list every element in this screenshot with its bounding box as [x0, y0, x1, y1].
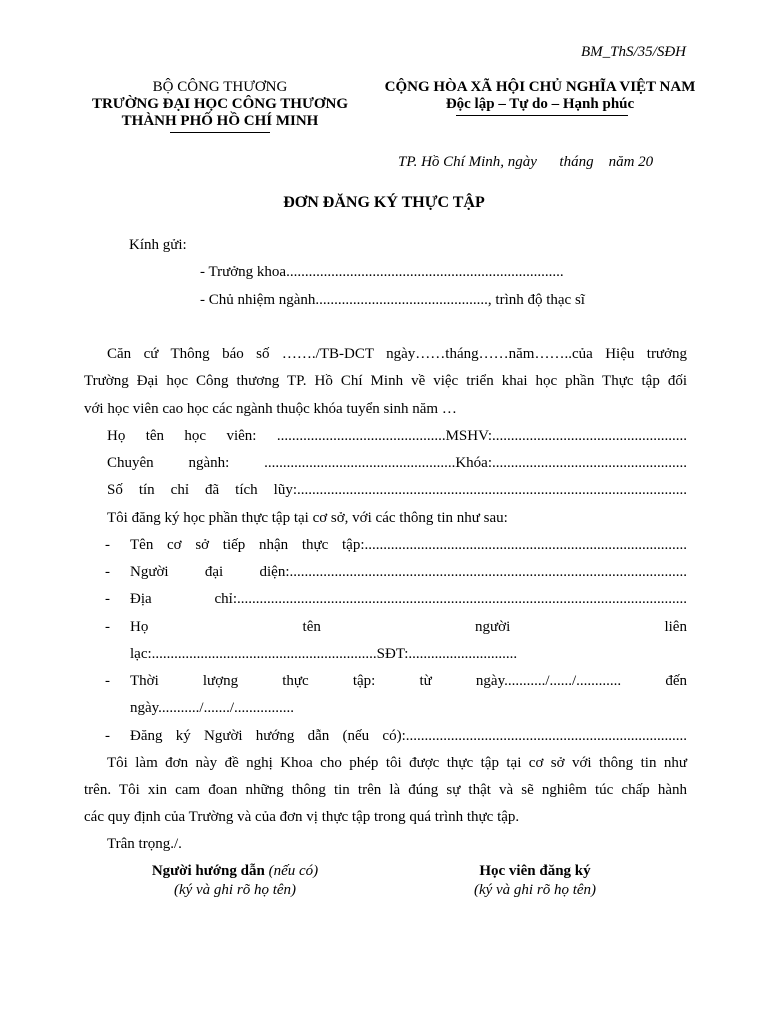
bullet-dash: -: [105, 564, 110, 580]
supervisor-signature-note: (ký và ghi rõ họ tên): [173, 882, 297, 898]
duration-word: đến: [665, 673, 687, 689]
closing-line-3: các quy định của Trường và của đơn vị thực tập trong quá trình thực tập.: [84, 809, 520, 825]
student-signature-title: Học viên đăng ký: [479, 863, 591, 879]
contact-name-line: [130, 619, 687, 636]
student-signature-note: (ký và ghi rõ họ tên): [473, 882, 597, 898]
contact-word: người: [475, 619, 511, 635]
bullet-dash: -: [105, 619, 110, 635]
recipient-dean: - Trưởng khoa..........................................................................: [200, 264, 564, 280]
supervisor-title: Người hướng dẫn: [151, 863, 265, 879]
start-date-field[interactable]: ngày.........../....../............: [475, 673, 622, 689]
salutation: Kính gửi:: [129, 237, 187, 253]
duration-word: thực: [282, 673, 309, 689]
contact-word: Họ: [130, 619, 149, 635]
supervisor-signature-title: [110, 863, 360, 880]
duration-word: tập:: [352, 673, 376, 689]
bullet-dash: -: [105, 728, 110, 744]
header-left-underline: [170, 132, 270, 133]
university-name-line1: TRƯỜNG ĐẠI HỌC CÔNG THƯƠNG: [91, 96, 349, 112]
credits-field[interactable]: Số tín chỉ đã tích lũy:........................................................................................................: [107, 482, 687, 498]
intro-line-1: Căn cứ Thông báo số ……./TB-DCT ngày……tháng……năm……..của Hiệu trưởng: [107, 346, 687, 362]
form-code: BM_ThS/35/SĐH: [581, 44, 686, 60]
end-date-field[interactable]: ngày.........../......./................: [130, 700, 295, 716]
major-field[interactable]: Chuyên ngành: ...................................................Khóa:....................................................: [107, 455, 687, 471]
intro-line-3: với học viên cao học các ngành thuộc khóa tuyển sinh năm …: [84, 401, 457, 417]
bullet-dash: -: [105, 537, 110, 553]
duration-word: lượng: [202, 673, 239, 689]
university-name-line2: THÀNH PHỐ HỒ CHÍ MINH: [121, 113, 319, 129]
regards: Trân trọng./.: [107, 836, 182, 852]
closing-line-2: trên. Tôi xin cam đoan những thông tin trên là đúng sự thật và sẽ nghiêm túc chấp hành: [84, 782, 687, 798]
contact-word: tên: [302, 619, 321, 635]
closing-line-1: Tôi làm đơn này đề nghị Khoa cho phép tôi được thực tập tại cơ sở với thông tin như: [107, 755, 687, 771]
motto-underline: [456, 115, 628, 116]
register-statement: Tôi đăng ký học phần thực tập tại cơ sở, với các thông tin như sau:: [107, 510, 508, 526]
host-organization-field[interactable]: Tên cơ sở tiếp nhận thực tập:......................................................................................: [130, 537, 687, 553]
bullet-dash: -: [105, 673, 110, 689]
student-name-field[interactable]: Họ tên học viên: .............................................MSHV:....................................................: [107, 428, 687, 444]
form-title: ĐƠN ĐĂNG KÝ THỰC TẬP: [283, 194, 485, 211]
duration-word: Thời: [130, 673, 159, 689]
contact-phone-field[interactable]: lạc:............................................................SĐT:.............................: [130, 646, 518, 662]
bullet-dash: -: [105, 591, 110, 607]
duration-line: [130, 673, 687, 690]
ministry-name: BỘ CÔNG THƯƠNG: [152, 79, 288, 95]
contact-word: liên: [664, 619, 687, 635]
supervisor-optional: (nếu có): [268, 863, 319, 879]
date-line: TP. Hồ Chí Minh, ngày tháng năm 20: [398, 154, 654, 170]
country-name: CỘNG HÒA XÃ HỘI CHỦ NGHĨA VIỆT NAM: [384, 79, 696, 95]
duration-word: từ: [419, 673, 432, 689]
address-field[interactable]: Địa chỉ:........................................................................................................................: [130, 591, 687, 607]
intro-line-2: Trường Đại học Công thương TP. Hồ Chí Minh về việc triển khai học phần Thực tập đối: [84, 373, 687, 389]
supervisor-field[interactable]: Đăng ký Người hướng dẫn (nếu có):...........................................................................: [130, 728, 687, 744]
recipient-program-head: - Chủ nhiệm ngành.............................................., trình độ thạc sĩ: [200, 292, 585, 308]
national-motto: Độc lập – Tự do – Hạnh phúc: [445, 96, 635, 112]
representative-field[interactable]: Người đại diện:..........................................................................................................: [130, 564, 687, 580]
